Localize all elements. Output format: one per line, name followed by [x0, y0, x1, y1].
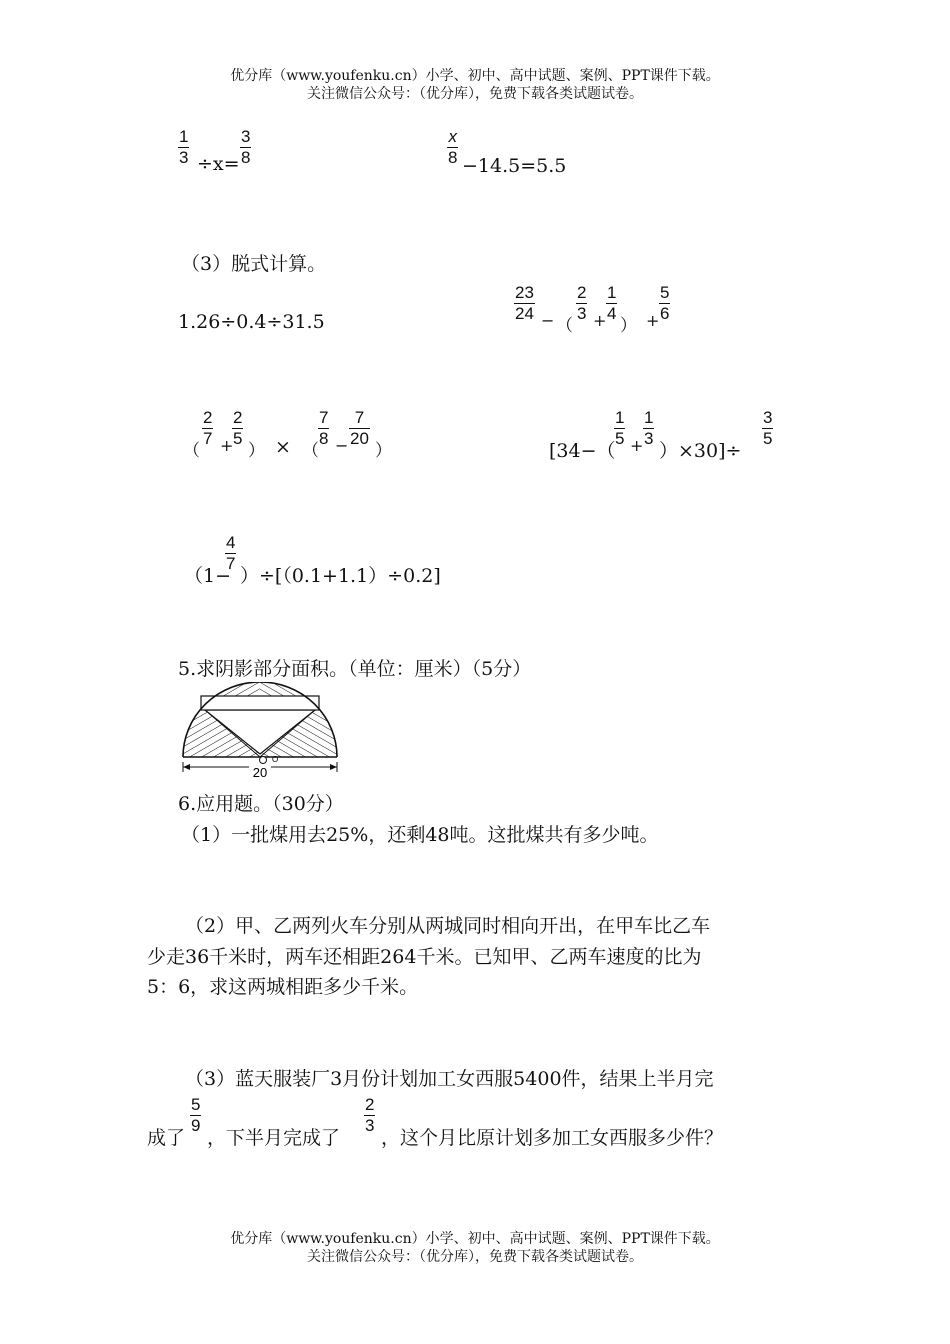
- fraction: $\frac{7}{20}$: [350, 408, 369, 448]
- footer-line-1: 优分库（www.youfenku.cn）小学、初中、高中试题、案例、PPT课件下载。: [230, 1231, 720, 1247]
- operator: +: [593, 311, 607, 330]
- fraction: $\frac{1}{4}$: [607, 283, 617, 323]
- arrow-right: [330, 764, 337, 770]
- paren: （: [183, 441, 200, 461]
- footer-line-2: 关注微信公众号：（优分库），免费下载各类试题试卷。: [307, 1249, 643, 1265]
- text: ，这个月比原计划多加工女西服多少件？: [381, 1127, 724, 1149]
- fraction: $\frac{4}{7}$: [226, 533, 236, 573]
- fraction: $\frac{3}{5}$: [763, 408, 773, 448]
- fraction: $\frac{1}{3}$: [179, 127, 189, 167]
- fraction: $\frac{2}{3}$: [577, 283, 587, 323]
- fraction: $\frac{2}{3}$: [365, 1095, 375, 1135]
- expr-start: （1−: [184, 565, 232, 587]
- expr-start: [34−（: [549, 440, 616, 462]
- question-5-title: 5.求阴影部分面积。（单位：厘米）（5分）: [178, 658, 532, 680]
- operator: ÷x=: [197, 153, 240, 175]
- fraction: $\frac{1}{3}$: [644, 408, 654, 448]
- question-6-title: 6.应用题。（30分）: [178, 793, 344, 815]
- fraction: $\frac{2}{5}$: [233, 408, 243, 448]
- arrow-left: [183, 764, 190, 770]
- semicircle-figure: [175, 682, 345, 782]
- operator: ×: [275, 436, 291, 458]
- fraction: $\frac{x}{8}$: [448, 127, 458, 167]
- text: ，下半月完成了: [207, 1127, 341, 1149]
- operator: −: [335, 436, 349, 455]
- equation-rest: −14.5=5.5: [462, 155, 567, 177]
- fraction: $\frac{5}{6}$: [660, 283, 670, 323]
- question-6-2-line-2: 少走36千米时，两车还相距264千米。已知甲、乙两车速度的比为: [147, 946, 702, 968]
- fraction: $\frac{1}{5}$: [615, 408, 625, 448]
- center-label: O: [272, 755, 279, 764]
- paren: ）: [248, 441, 265, 461]
- calc-1: 1.26÷0.4÷31.5: [178, 311, 325, 333]
- header-line-2: 关注微信公众号：（优分库），免费下载各类试题试卷。: [307, 86, 643, 102]
- fraction: $\frac{5}{9}$: [191, 1095, 201, 1135]
- operator: −: [541, 311, 555, 330]
- fraction: $\frac{2}{7}$: [203, 408, 213, 448]
- text: 成了: [147, 1127, 186, 1149]
- paren: （: [556, 316, 573, 336]
- fraction: $\frac{7}{8}$: [319, 408, 329, 448]
- center-point: [260, 757, 267, 764]
- fraction: $\frac{23}{24}$: [515, 283, 534, 323]
- header-line-1: 优分库（www.youfenku.cn）小学、初中、高中试题、案例、PPT课件下载。: [230, 68, 720, 84]
- dimension-label: 20: [252, 765, 268, 780]
- section-title: （3）脱式计算。: [181, 253, 327, 275]
- expr-rest: ）÷[（0.1+1.1）÷0.2]: [240, 565, 441, 587]
- question-6-3-line-1: （3）蓝天服装厂3月份计划加工女西服5400件，结果上半月完: [185, 1068, 714, 1090]
- operator: +: [220, 436, 234, 455]
- question-6-2-line-1: （2）甲、乙两列火车分别从两城同时相向开出，在甲车比乙车: [185, 915, 711, 937]
- operator: +: [646, 311, 660, 330]
- question-6-2-line-3: 5：6，求这两城相距多少千米。: [147, 976, 419, 998]
- paren: ）: [620, 316, 637, 336]
- paren: （: [302, 441, 319, 461]
- paren: ）: [375, 441, 392, 461]
- fraction: $\frac{3}{8}$: [241, 127, 251, 167]
- top-rectangle: [201, 696, 319, 710]
- expr-mid: ）×30]÷: [659, 440, 742, 462]
- operator: +: [630, 436, 644, 455]
- question-6-1: （1）一批煤用去25%，还剩48吨。这批煤共有多少吨。: [181, 824, 659, 846]
